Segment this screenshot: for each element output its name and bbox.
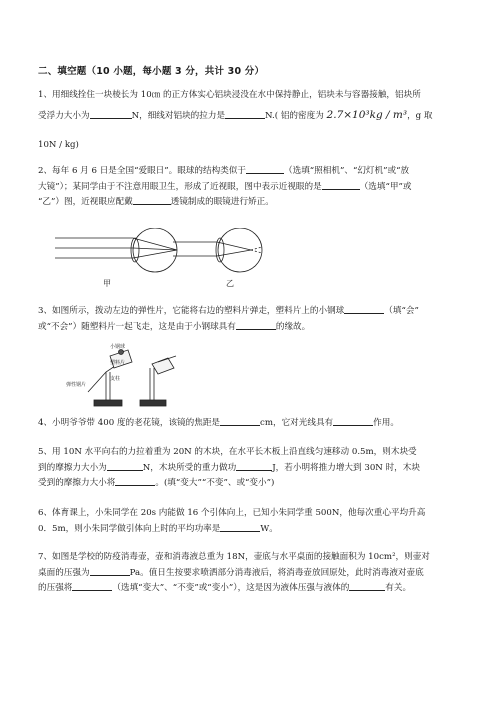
density-value: 2.7×10³kg / m³ bbox=[326, 108, 408, 121]
question-3 bbox=[38, 304, 470, 335]
answer-blank[interactable] bbox=[349, 581, 385, 591]
answer-blank[interactable] bbox=[246, 164, 284, 174]
q6-line-2: 0．5m，则小朱同学做引体向上时的平均功率是 W。 bbox=[38, 523, 278, 534]
q7-line-1: 7、如图是学校的防疫消毒壶，壶和消毒液总重为 18N，壶底与水平桌面的接触面积为 10cm²，则壶对 bbox=[38, 552, 430, 562]
figure-label-b: 乙 bbox=[226, 279, 234, 288]
answer-blank[interactable] bbox=[322, 180, 360, 190]
answer-blank[interactable] bbox=[225, 109, 265, 119]
q3-line-1: 3、如图所示，拨动左边的弹性片，它能将右边的塑料片弹走，塑料片上的小钢球 （填“会” bbox=[38, 306, 419, 316]
answer-blank[interactable] bbox=[90, 109, 132, 119]
q1-line-1: 1、用细线拴住一块棱长为 10㎝ 的正方体实心铝块浸没在水中保持静止，铝块未与容器接触，铝块所 bbox=[38, 90, 421, 100]
q1-line-2: 受浮力大小为 N，细线对铝块的拉力是 N.( 铝的密度为 2.7×10³kg / m³，g 取 bbox=[38, 108, 433, 121]
question-2 bbox=[38, 164, 470, 211]
answer-blank[interactable] bbox=[90, 566, 130, 576]
figure-label-a: 甲 bbox=[103, 279, 111, 288]
label-elastic-strip: 弹性钢片 bbox=[66, 382, 87, 388]
question-1 bbox=[38, 88, 470, 154]
label-plastic-sheet: 塑料片 bbox=[110, 360, 126, 366]
answer-blank[interactable] bbox=[133, 195, 171, 205]
q7-line-3: 的压强将 （选填“变大”、“不变”或“变小”），这是因为液体压强与液体的 有关。 bbox=[38, 583, 412, 593]
question-6 bbox=[38, 506, 470, 537]
q1-line-3: 10N / kg) bbox=[38, 140, 79, 150]
q5-line-1: 5、用 10N 水平向右的力拉着重为 20N 的木块，在水平长木板上沿直线匀速移动 0.5m，则木块受 bbox=[38, 447, 417, 457]
inertia-apparatus-figure bbox=[66, 342, 196, 410]
q4-line-1: 4、小明爷爷带 400 度的老花镜，该镜的焦距是 cm，它对光线具有 作用。 bbox=[38, 418, 399, 428]
eye-diagram-b bbox=[173, 228, 262, 272]
eye-diagram-a bbox=[55, 228, 177, 272]
q5-line-3: 受到的摩擦力大小将 。(填“变大”“不变”、或“变小”) bbox=[38, 478, 275, 488]
question-4 bbox=[38, 416, 470, 432]
answer-blank[interactable] bbox=[115, 476, 155, 486]
q2-line-2: 大镜”）；某同学由于不注意用眼卫生，形成了近视眼，图中表示近视眼的是 （选填“甲”或 bbox=[38, 181, 412, 192]
section-title: 二、填空题（10 小题，每小题 3 分，共计 30 分） bbox=[38, 66, 265, 77]
q7-line-2: 桌面的压强为 Pa。值日生按要求喷洒部分消毒液后，将消毒壶放回原处，此时消毒液对壶底 bbox=[38, 567, 424, 578]
answer-blank[interactable] bbox=[220, 416, 260, 426]
answer-blank[interactable] bbox=[107, 461, 143, 471]
q3-line-2: 或“不会”）随塑料片一起飞走，这是由于小钢球具有 的缘故。 bbox=[38, 321, 311, 332]
q6-line-1: 6、体育课上，小朱同学在 20s 内能做 16 个引体向上，已知小朱同学重 500N，他每次重心平均升高 bbox=[38, 508, 426, 518]
answer-blank[interactable] bbox=[72, 581, 112, 591]
answer-blank[interactable] bbox=[236, 461, 272, 471]
label-support-post: 支柱 bbox=[110, 376, 121, 382]
answer-blank[interactable] bbox=[344, 304, 384, 314]
question-7 bbox=[38, 550, 470, 597]
question-5 bbox=[38, 445, 470, 492]
q2-line-3: “乙”）图，近视眼应配戴 透镜制成的眼镜进行矫正。 bbox=[38, 197, 274, 207]
q2-line-1: 2、每年 6 月 6 日是全国“爱眼日”。眼球的结构类似于 （选填“照相机”、“幻灯机”或“放 bbox=[38, 166, 410, 176]
label-steel-ball: 小钢球 bbox=[110, 344, 126, 350]
answer-blank[interactable] bbox=[236, 320, 276, 330]
answer-blank[interactable] bbox=[220, 522, 260, 532]
q5-line-2: 到的摩擦力大小为 N，木块所受的重力做功 J，若小明将推力增大到 30N 时，木块 bbox=[38, 462, 420, 473]
eye-diagrams bbox=[55, 228, 315, 293]
answer-blank[interactable] bbox=[333, 416, 373, 426]
